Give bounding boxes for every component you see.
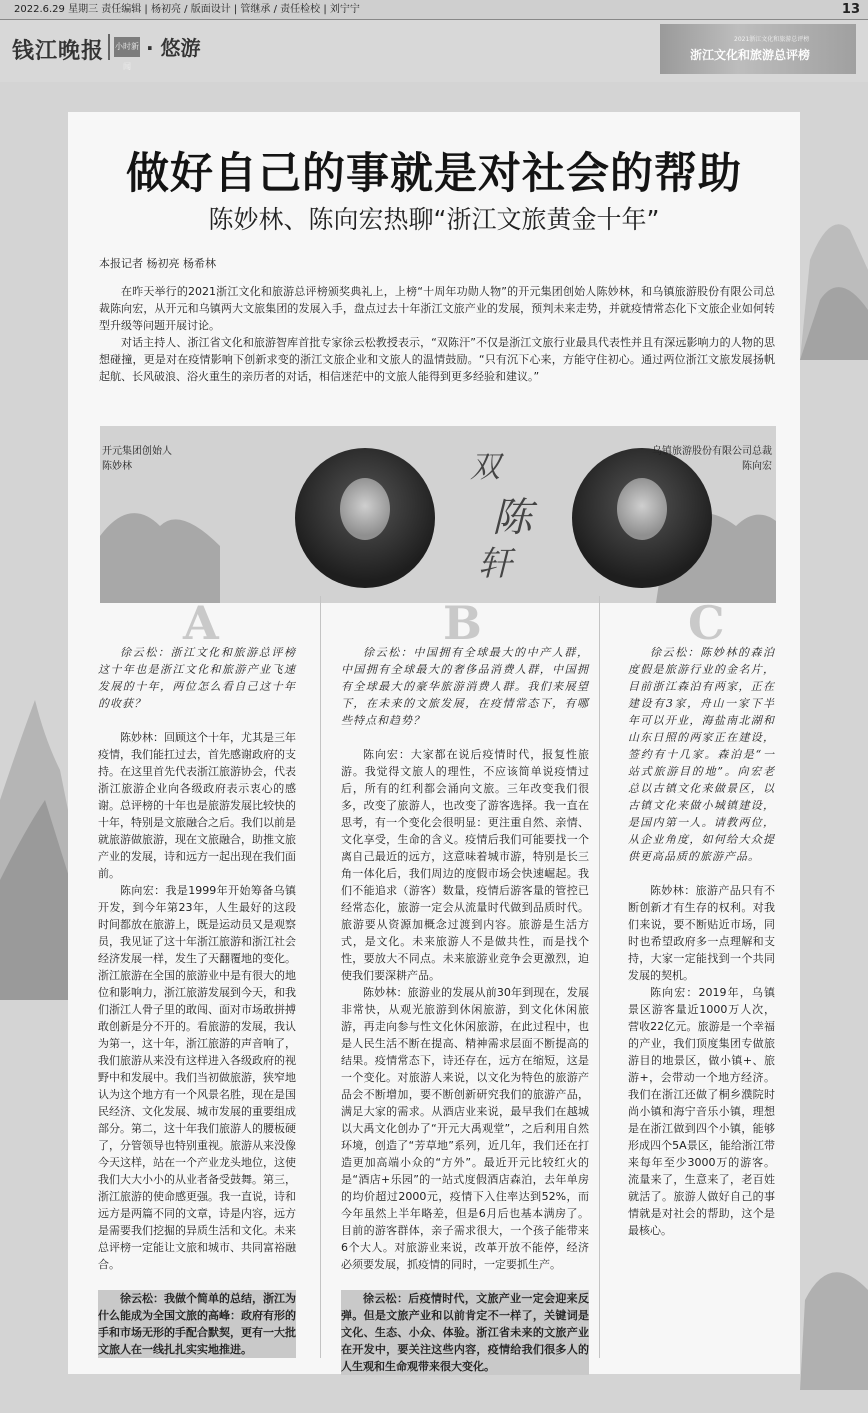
issue-meta: 2022.6.29 星期三 责任编辑 | 杨初亮 / 版面设计 | 管继承 / 责任检校 | 刘宁宁 bbox=[14, 4, 360, 15]
section-letter-c: C bbox=[688, 596, 725, 650]
calligraphy-char: 陈 bbox=[492, 495, 532, 541]
column-a bbox=[98, 644, 296, 1358]
article-card bbox=[68, 112, 800, 1374]
newspaper-logo: 钱江晚报 bbox=[12, 38, 105, 64]
calligraphy-char: 双 bbox=[470, 450, 500, 485]
left-photo-caption bbox=[102, 444, 172, 474]
section-letter-b: B bbox=[443, 596, 482, 650]
column-divider bbox=[599, 596, 600, 1358]
right-bottom-illustration bbox=[800, 1250, 868, 1390]
host-question: 徐云松：浙江文化和旅游总评榜这十年也是浙江文化和旅游产业飞速发展的十年，两位怎么看自己这十年的收获？ bbox=[98, 646, 296, 710]
lead-paragraph: 对话主持人、浙江省文化和旅游智库首批专家徐云松教授表示，“双陈汗”不仅是浙江文旅行业最具代表性并且有深远影响力的人物的思想碰撞，更是对在疫情影响下创新求变的浙江文旅企业和文旅人的温情鼓励。“只有沉下心来，方能守住初心。通过两位浙江文旅发展扬帆起航、长风破浪、浴火重生的亲历者的对话，相信迷茫中的文旅人能得到更多经验和建议。” bbox=[99, 336, 775, 383]
caption-org: 乌镇旅游股份有限公司总裁 bbox=[652, 446, 772, 457]
lead-paragraph: 在昨天举行的2021浙江文化和旅游总评榜颁奖典礼上，上榜“十周年功勋人物”的开元集团创始人陈妙林，和乌镇旅游股份有限公司总裁陈向宏，从开元和乌镇两大文旅集团的发展入手，盘点过去十年浙江文旅产业的发展，预判未来走势，并就疫情常态化下文旅企业如何转型升级等问题开展讨论。 bbox=[99, 285, 775, 332]
portrait-face bbox=[617, 478, 667, 540]
left-mountain-illustration bbox=[0, 680, 70, 1000]
banner-title: 浙江文化和旅游总评榜 bbox=[690, 48, 811, 62]
section-letter-a: A bbox=[183, 596, 219, 650]
masthead-bar bbox=[0, 0, 868, 20]
calligraphy-char: 轩 bbox=[478, 544, 512, 584]
right-photo-caption bbox=[652, 444, 772, 474]
caption-org: 开元集团创始人 bbox=[102, 446, 172, 457]
body-paragraph: 陈妙林：旅游业的发展从前30年到现在，发展非常快，从观光旅游到休闲旅游，到文化休闲旅游，再走向参与性文化休闲旅游，在此过程中，也是人民生活不断在提高、精神需求层面不断提高的结果。疫情常态下，诗还存在，远方在缩短，这是一个变化。对旅游人来说，以文化为特色的旅游产品会不断增加，要不断创新研究我们的旅游产品，满足大家的需求。从酒店业来说，最早我们在越城以大禹文化创办了“开元大禹观堂”，之后利用自然环境，创造了“芳草地”系列，近几年，我们还在打造更加高端小众的“方外”。最近开元比较红火的是“酒店+乐园”的一站式度假酒店森泊，去年单房的均价超过2000元，疫情下入住率达到52%，而今年虽然上半年略差，但是6月后也基本满房了。目前的游客群体，亲子需求很大，一个孩子能带来6个大人。对旅游业来说，改革开放不能停，经济必须要发展，抓疫情的同时，一定要抓生产。 bbox=[341, 986, 589, 1271]
caption-name: 陈向宏 bbox=[742, 461, 772, 472]
body-paragraph: 陈向宏：大家都在说后疫情时代，报复性旅游。我觉得文旅人的理性，不应该简单说疫情过后，所有的红利都会涌向文旅。三年改变我们很多，改变了旅游人，也改变了游客选择。我一直在思考，有一个变化会很明显：更注重自然、亲情、文化享受，生命的含义。疫情后我们可能要找一个离自己最近的远方，这意味着城市游，特别是长三角一体化后，我们周边的度假市场会快速崛起。我们不能追求（游客）数量，疫情后游客量的管控已经常态化，旅游一定会从流量时代做到品质时代。旅游要从资源加概念过渡到内容。旅游是生活方式，是文化。未来旅游人不是做共性，而是找个性，要放大不同点。未来旅游业竞争会更激烈，迫使我们要深耕产品。 bbox=[341, 748, 589, 982]
interview-photo bbox=[100, 426, 776, 603]
host-question: 徐云松：中国拥有全球最大的中产人群，中国拥有全球最大的奢侈品消费人群，中国拥有全球最大的豪华旅游消费人群。我们来展望下，在未来的文旅发展，在疫情常态下，有哪些特点和趋势？ bbox=[341, 646, 589, 727]
section-name: · 悠游 bbox=[146, 36, 201, 60]
article-headline: 做好自己的事就是对社会的帮助 bbox=[126, 149, 742, 199]
body-paragraph: 陈向宏：我是1999年开始筹备乌镇开发，到今年第23年，人生最好的这段时间都放在旅游上，既是运动员又是观察员，我见证了这十年浙江旅游和浙江社会经济发展一样，发生了天翻覆地的变化。浙江旅游在全国的旅游业中是有很大的地位和影响力，浙江旅游发展到今天，和我们浙江人骨子里的敢闯、面对市场敢拼搏敢创新是分不开的。看旅游的发展，我认为第一，这十年，浙江旅游的声音响了，我们旅游从来没有这样进入各级政府的视野中和发展中。我们当初做旅游，狭窄地认为这个地方有一个风景名胜，现在是国民经济、文化发展、城市发展的重要组成部分。第二，这十年我们旅游人的腰板硬了，分管领导也特别重视。旅游从来没像今天这样，站在一个产业龙头地位，这使我们大大小小的从业者备受鼓舞。第三，浙江旅游的使命感更强。我一直说，诗和远方是两篇不同的文章，诗是内容，远方是需要我们挖掘的异质生活和文化。未来总评榜一定能让文旅和城市、共同富裕融合。 bbox=[98, 884, 296, 1271]
host-summary: 徐云松：后疫情时代，文旅产业一定会迎来反弹。但是文旅产业和以前肯定不一样了，关键词是文化、生态、小众、体验。浙江省未来的文旅产业在开发中，要关注这些内容，疫情给我们很多人的人生观和生命观带来很大变化。 bbox=[341, 1292, 589, 1373]
reporter-byline: 本报记者 杨初亮 杨希林 bbox=[99, 257, 216, 270]
column-c bbox=[628, 644, 775, 1239]
app-badge: 小时新闻 bbox=[114, 37, 140, 57]
column-b bbox=[341, 644, 589, 1375]
caption-name: 陈妙林 bbox=[102, 461, 132, 472]
column-divider bbox=[320, 596, 321, 1358]
body-paragraph: 陈妙林：旅游产品只有不断创新才有生存的权利。对我们来说，要不断贴近市场，同时也希望政府多一点理解和支持，大家一定能找到一个共同发展的契机。 bbox=[628, 884, 775, 982]
logo-divider bbox=[108, 34, 110, 60]
page-number: 13 bbox=[841, 2, 860, 17]
portrait-chen-miaolin bbox=[295, 448, 435, 588]
body-paragraph: 陈妙林：回顾这个十年，尤其是三年疫情，我们能扛过去，首先感谢政府的支持。在这里首先代表浙江旅游协会，代表浙江旅游企业向各级政府表示衷心的感谢。总评榜的十年也是旅游发展比较快的十年，特别是文旅融合之后。我们以前是就旅游做旅游，现在文旅融合，助推文旅产业的发展，诗和远方一起出现在我们面前。 bbox=[98, 731, 296, 880]
banner-subtitle: 2021浙江文化和旅游总评榜 bbox=[734, 36, 810, 43]
host-summary: 徐云松：我做个简单的总结，浙江为什么能成为全国文旅的高峰：政府有形的手和市场无形的手配合默契，更有一大批文旅人在一线扎扎实实地推进。 bbox=[98, 1292, 296, 1356]
article-subheadline: 陈妙林、陈向宏热聊“浙江文旅黄金十年” bbox=[208, 205, 660, 234]
right-mountain-illustration bbox=[800, 200, 868, 360]
host-question: 徐云松：陈妙林的森泊度假是旅游行业的金名片，目前浙江森泊有两家，正在建设有3家，舟山一家下半年可以开业，海盐南北湖和山东日照的两家正在建设，签约有十几家。森泊是“一站式旅游目的地”。向宏老总以古镇文化来做景区，以古镇文化来做小城镇建设，是国内第一人。请教两位，从企业角度，如何给大众提供更高品质的旅游产品。 bbox=[628, 646, 775, 863]
award-banner bbox=[660, 24, 856, 74]
portrait-face bbox=[340, 478, 390, 540]
page-header bbox=[0, 20, 868, 82]
photo-mountain-left bbox=[100, 486, 220, 603]
body-paragraph: 陈向宏：2019年，乌镇景区游客量近1000万人次，营收22亿元。旅游是一个幸福的产业，我们顶度集团专做旅游目的地景区，做小镇+、旅游+，会带动一个地方经济。我们在浙江还做了桐乡濮院时尚小镇和海宁音乐小镇，理想是在浙江做到四个小镇，能够形成四个5A景区，能给浙江带来每年至少3000万的游客。流量来了，生意来了，老百姓就活了。旅游人做好自己的事情就是对社会的帮助，这个是最核心。 bbox=[628, 986, 775, 1237]
